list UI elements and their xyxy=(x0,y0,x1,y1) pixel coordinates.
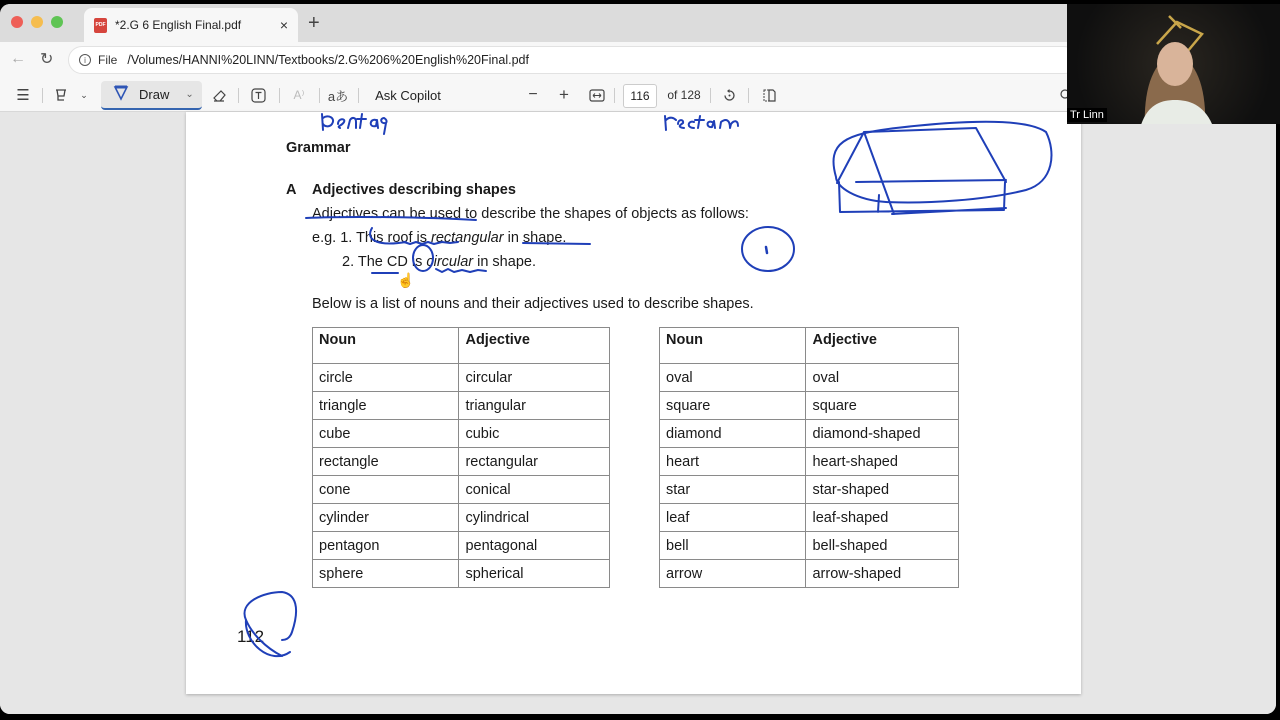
page-view-icon[interactable] xyxy=(760,78,778,112)
back-arrow-icon[interactable]: ← xyxy=(10,50,26,67)
header-adjective: Adjective xyxy=(459,328,610,364)
section-title: Adjectives describing shapes xyxy=(312,182,516,198)
pdf-page xyxy=(186,112,1081,694)
table-row xyxy=(660,532,959,560)
eraser-icon[interactable] xyxy=(210,78,228,112)
highlighter-icon[interactable] xyxy=(52,78,70,112)
close-window-button[interactable] xyxy=(11,16,23,28)
contents-list-icon[interactable]: ☰ xyxy=(16,87,30,104)
table-row xyxy=(660,476,959,504)
read-aloud-icon[interactable]: A⁾ xyxy=(293,88,305,102)
divider xyxy=(279,88,280,103)
draw-pen-icon xyxy=(113,85,129,104)
tab-pdf[interactable] xyxy=(84,8,298,42)
table-row xyxy=(660,364,959,392)
house-drawing xyxy=(837,128,1006,214)
divider xyxy=(238,88,239,103)
table-row xyxy=(313,532,610,560)
example-1-prefix: e.g. 1. This roof is xyxy=(312,230,432,246)
adjective-cell: arrow-shaped xyxy=(806,560,959,588)
divider xyxy=(748,88,749,103)
zoom-out-button[interactable]: − xyxy=(528,86,538,103)
table-row xyxy=(660,448,959,476)
divider xyxy=(42,88,43,103)
example-1-suffix: in shape. xyxy=(503,230,567,246)
hand-cursor-icon: ☝ xyxy=(397,272,415,288)
adjective-cell: diamond-shaped xyxy=(806,420,959,448)
reload-icon[interactable]: ↻ xyxy=(40,51,54,68)
intro-text: Adjectives can be used to describe the shapes of objects as follows: xyxy=(312,206,749,222)
new-tab-button[interactable]: + xyxy=(308,12,320,34)
url-text[interactable]: /Volumes/HANNI%20LINN/Textbooks/2.G%206%20English%20Final.pdf xyxy=(127,53,529,67)
noun-cell: star xyxy=(660,476,806,504)
shapes-table-left xyxy=(312,327,610,588)
adjective-cell: rectangular xyxy=(459,448,610,476)
noun-cell: pentagon xyxy=(313,532,459,560)
noun-cell: diamond xyxy=(660,420,806,448)
zoom-in-button[interactable]: + xyxy=(559,85,569,104)
example-2-prefix: 2. The CD is xyxy=(342,254,427,270)
table-row xyxy=(313,504,610,532)
circle-dot xyxy=(766,247,767,253)
noun-cell: rectangle xyxy=(313,448,459,476)
adjective-cell: bell-shaped xyxy=(806,532,959,560)
participant-name: Tr Linn xyxy=(1067,108,1107,122)
table-header-row xyxy=(313,328,610,364)
info-icon[interactable]: i xyxy=(79,54,91,66)
minimize-window-button[interactable] xyxy=(31,16,43,28)
loop-around-house xyxy=(834,122,1052,203)
pdf-viewer xyxy=(0,112,1276,714)
example-2-adjective: circular xyxy=(426,254,474,270)
example-1-adjective: rectangular xyxy=(431,230,504,246)
adjective-cell: spherical xyxy=(459,560,610,588)
example-2-suffix: in shape. xyxy=(473,254,536,270)
adjective-cell: square xyxy=(806,392,959,420)
noun-cell: cube xyxy=(313,420,459,448)
page-number: 112 xyxy=(237,627,265,646)
table-row xyxy=(660,392,959,420)
close-tab-icon[interactable]: × xyxy=(279,17,288,33)
noun-cell: cylinder xyxy=(313,504,459,532)
adjective-cell: triangular xyxy=(459,392,610,420)
url-scheme: File xyxy=(98,53,118,67)
divider xyxy=(614,88,615,103)
table-row xyxy=(660,420,959,448)
rotate-icon[interactable] xyxy=(720,78,738,112)
noun-cell: triangle xyxy=(313,392,459,420)
table-header-row xyxy=(660,328,959,364)
section-letter: A xyxy=(286,182,297,198)
draw-button[interactable] xyxy=(101,81,202,110)
adjective-cell: conical xyxy=(459,476,610,504)
presenter-video xyxy=(1125,22,1225,124)
table-row xyxy=(313,392,610,420)
tab-title: *2.G 6 English Final.pdf xyxy=(115,18,242,32)
noun-cell: sphere xyxy=(313,560,459,588)
maximize-window-button[interactable] xyxy=(51,16,63,28)
table-row xyxy=(313,560,610,588)
page-number-input[interactable]: 116 xyxy=(623,84,657,108)
noun-cell: heart xyxy=(660,448,806,476)
circle-drawing xyxy=(742,227,794,271)
table-row xyxy=(313,448,610,476)
shapes-table-right xyxy=(659,327,959,588)
table-row xyxy=(660,560,959,588)
add-text-icon[interactable] xyxy=(249,78,267,112)
section-heading: Grammar xyxy=(286,140,351,156)
table-row xyxy=(660,504,959,532)
example-1 xyxy=(312,230,566,246)
highlighter-dropdown-chevron-icon[interactable]: ⌄ xyxy=(80,89,88,100)
list-intro: Below is a list of nouns and their adjectives used to describe shapes. xyxy=(312,296,754,312)
draw-dropdown-chevron-icon[interactable]: ⌄ xyxy=(185,89,194,100)
table-row xyxy=(313,476,610,504)
example-2 xyxy=(342,254,536,270)
translate-icon[interactable]: aあ xyxy=(327,88,349,104)
adjective-cell: star-shaped xyxy=(806,476,959,504)
adjective-cell: heart-shaped xyxy=(806,448,959,476)
pdf-icon: PDF xyxy=(94,18,107,33)
divider xyxy=(319,88,320,103)
divider xyxy=(710,88,711,103)
adjective-cell: leaf-shaped xyxy=(806,504,959,532)
header-noun: Noun xyxy=(313,328,459,364)
noun-cell: bell xyxy=(660,532,806,560)
adjective-cell: circular xyxy=(459,364,610,392)
handwriting-pentag xyxy=(322,114,387,134)
header-adjective: Adjective xyxy=(806,328,959,364)
fit-width-icon[interactable] xyxy=(587,78,607,112)
divider xyxy=(358,88,359,103)
draw-label: Draw xyxy=(139,87,170,102)
noun-cell: oval xyxy=(660,364,806,392)
adjective-cell: cubic xyxy=(459,420,610,448)
page-total: of 128 xyxy=(667,88,701,102)
noun-cell: square xyxy=(660,392,806,420)
handwriting-rectan xyxy=(665,116,738,130)
noun-cell: cone xyxy=(313,476,459,504)
adjective-cell: cylindrical xyxy=(459,504,610,532)
table-row xyxy=(313,420,610,448)
adjective-cell: oval xyxy=(806,364,959,392)
header-noun: Noun xyxy=(660,328,806,364)
noun-cell: arrow xyxy=(660,560,806,588)
adjective-cell: pentagonal xyxy=(459,532,610,560)
address-bar[interactable] xyxy=(68,46,1078,74)
webcam-overlay xyxy=(1067,4,1280,124)
noun-cell: circle xyxy=(313,364,459,392)
table-row xyxy=(313,364,610,392)
noun-cell: leaf xyxy=(660,504,806,532)
ask-copilot-button[interactable]: Ask Copilot xyxy=(375,87,441,103)
